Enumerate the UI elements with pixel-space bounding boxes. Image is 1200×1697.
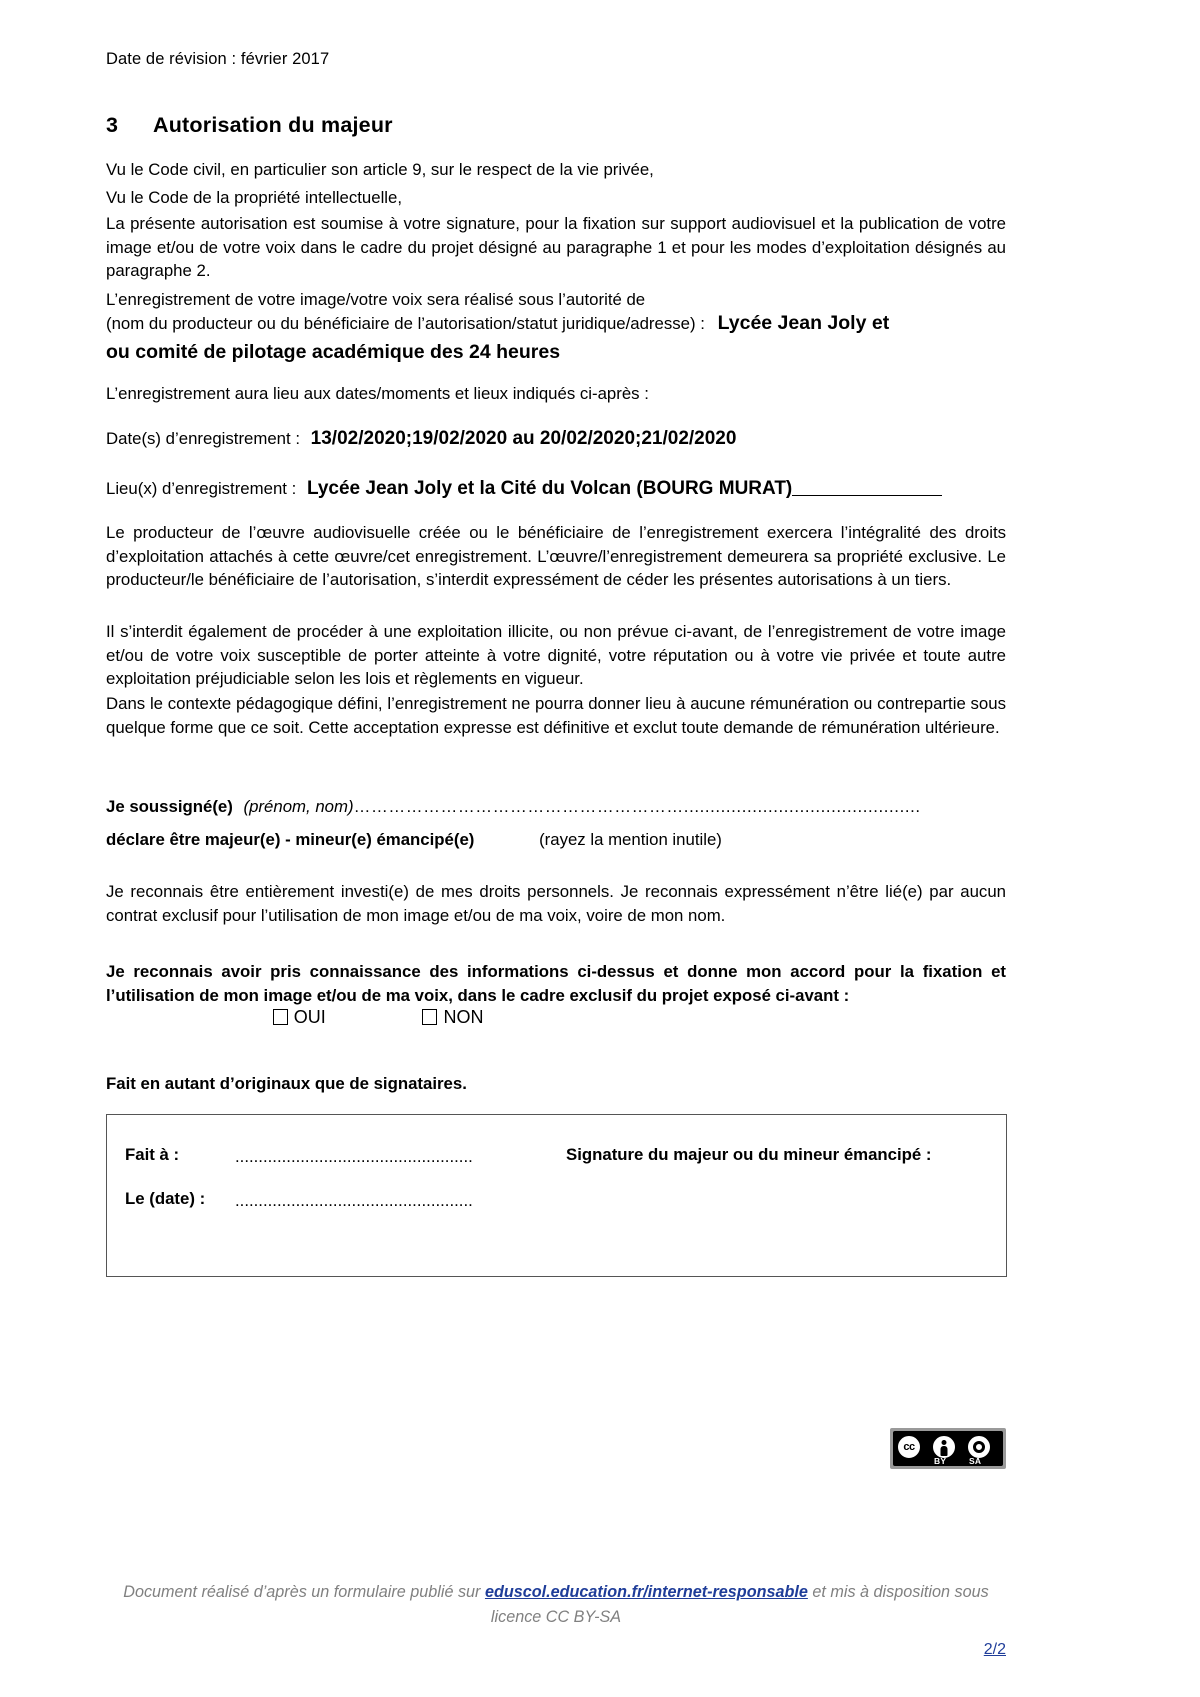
status-line: déclare être majeur(e) - mineur(e) émancipé(e) [106,830,475,849]
date-label: Le (date) : [125,1189,206,1208]
place-label: Fait à : [125,1145,180,1164]
cc-by-head [942,1440,947,1445]
recording-dates-value: 13/02/2020;19/02/2020 au 20/02/2020;21/02/2020 [310,428,737,449]
page-number: 2/2 [983,1641,1006,1658]
undersigned-label: Je soussigné(e) [106,797,233,816]
checkbox-non-label: NON [443,1007,484,1027]
revision-date: Date de révision : février 2017 [106,50,330,68]
schedule-intro: L’enregistrement aura lieu aux dates/moments et lieux indiqués ci-après : [106,384,649,403]
cc-sa-ring [973,1441,985,1453]
page-title [106,113,393,138]
footer-credit [106,1580,1006,1630]
cc-sa-label: SA [969,1456,982,1466]
recording-places-label: Lieu(x) d’enregistrement : [106,479,297,498]
eduscol-link[interactable]: eduscol.education.fr/internet-responsable [484,1583,808,1601]
recording-places-row [106,477,1006,501]
signature-label: Signature du majeur ou du mineur émancipé : [566,1145,932,1164]
places-blank-line [792,495,942,496]
preamble-line-1: Vu le Code civil, en particulier son article 9, sur le respect de la vie privée, [106,160,654,179]
signature-box [106,1114,1007,1277]
cc-by-label: BY [934,1456,947,1466]
status-note: (rayez la mention inutile) [539,830,722,849]
preamble-line-2: Vu le Code de la propriété intellectuelle, [106,188,403,207]
paragraph-intro: La présente autorisation est soumise à votre signature, pour la fixation sur support audiovisuel et la publication de votre image et/ou de votre voix dans le cadre du projet désigné au paragraphe 1 et pour les modes d’exploitation désignés au paragraphe 2. [106,214,1006,280]
recording-places-value: Lycée Jean Joly et la Cité du Volcan (BOURG MURAT) [306,478,793,499]
cc-icon [896,1434,922,1460]
recording-dates-label: Date(s) d’enregistrement : [106,429,300,448]
undersigned-dots: …………………………………………………............................................. [353,797,921,816]
paragraph-producer-rights: Le producteur de l’œuvre audiovisuelle créée ou le bénéficiaire de l’enregistrement exercera l’intégralité des droits d’exploitation attachés à cette œuvre/cet enregistrement. L’œuvre/l’enregistrement demeurera sa propriété exclusive. Le producteur/le bénéficiaire de l’autorisation, s’interdit expressément de céder les présentes autorisations à un tiers. [106,523,1006,589]
originals-note: Fait en autant d’originaux que de signataires. [106,1074,467,1093]
cc-icon-text: cc [903,1441,915,1453]
date-dots[interactable]: ................................................... [235,1191,473,1210]
section-title: Autorisation du majeur [153,113,393,137]
checkbox-oui-label: OUI [293,1007,326,1027]
paragraph-personal-rights: Je reconnais être entièrement investi(e) de mes droits personnels. Je reconnais expressément n’être lié(e) par aucun contrat exclusif pour l’utilisation de mon image et/ou de ma voix, voire de mon nom. [106,882,1006,925]
creative-commons-badge-icon [890,1428,1006,1469]
consent-paragraph [106,960,1006,1007]
footer-text-after: et mis à disposition sous licence CC BY-SA [490,1583,989,1626]
status-row [106,828,1006,852]
authority-value-line1: Lycée Jean Joly et [717,312,890,334]
checkbox-oui[interactable] [273,1008,326,1027]
paragraph-illicit-use: Il s’interdit également de procéder à une exploitation illicite, ou non prévue ci-avant, de l’enregistrement de votre image et/ou de votre voix susceptible de porter atteinte à votre dignité, votre réputation ou à votre vie privée et toute autre exploitation préjudiciable selon les lois et règlements en vigueur. [106,622,1006,688]
authority-label-row [106,312,1006,336]
authority-intro: L’enregistrement de votre image/votre voix sera réalisé sous l’autorité de [106,290,646,309]
section-number: 3 [106,113,119,137]
cc-badge-inner [893,1431,1003,1466]
undersigned-row [106,795,1006,819]
undersigned-hint: (prénom, nom) [243,797,354,816]
cc-by-body [941,1446,948,1456]
place-dots[interactable]: ................................................... [235,1147,473,1166]
checkbox-non-box[interactable] [422,1009,437,1025]
checkbox-non[interactable] [422,1008,483,1027]
footer-text-before: Document réalisé d’après un formulaire publié sur [123,1583,485,1601]
recording-dates-row [106,427,1006,451]
authority-value-line2: ou comité de pilotage académique des 24 heures [106,341,561,363]
paragraph-remuneration: Dans le contexte pédagogique défini, l’enregistrement ne pourra donner lieu à aucune rémunération ou contrepartie sous quelque forme que ce soit. Cette acceptation expresse est définitive et exclut toute demande de rémunération ultérieure. [106,694,1006,737]
consent-options-row [106,1006,1006,1030]
checkbox-oui-box[interactable] [273,1009,288,1025]
consent-text: Je reconnais avoir pris connaissance des informations ci-dessus et donne mon accord pour la fixation et l’utilisation de mon image et/ou de ma voix, dans le cadre exclusif du projet exposé ci-avant : [106,962,1006,1005]
authority-label: (nom du producteur ou du bénéficiaire de l’autorisation/statut juridique/adresse) : [106,314,705,333]
